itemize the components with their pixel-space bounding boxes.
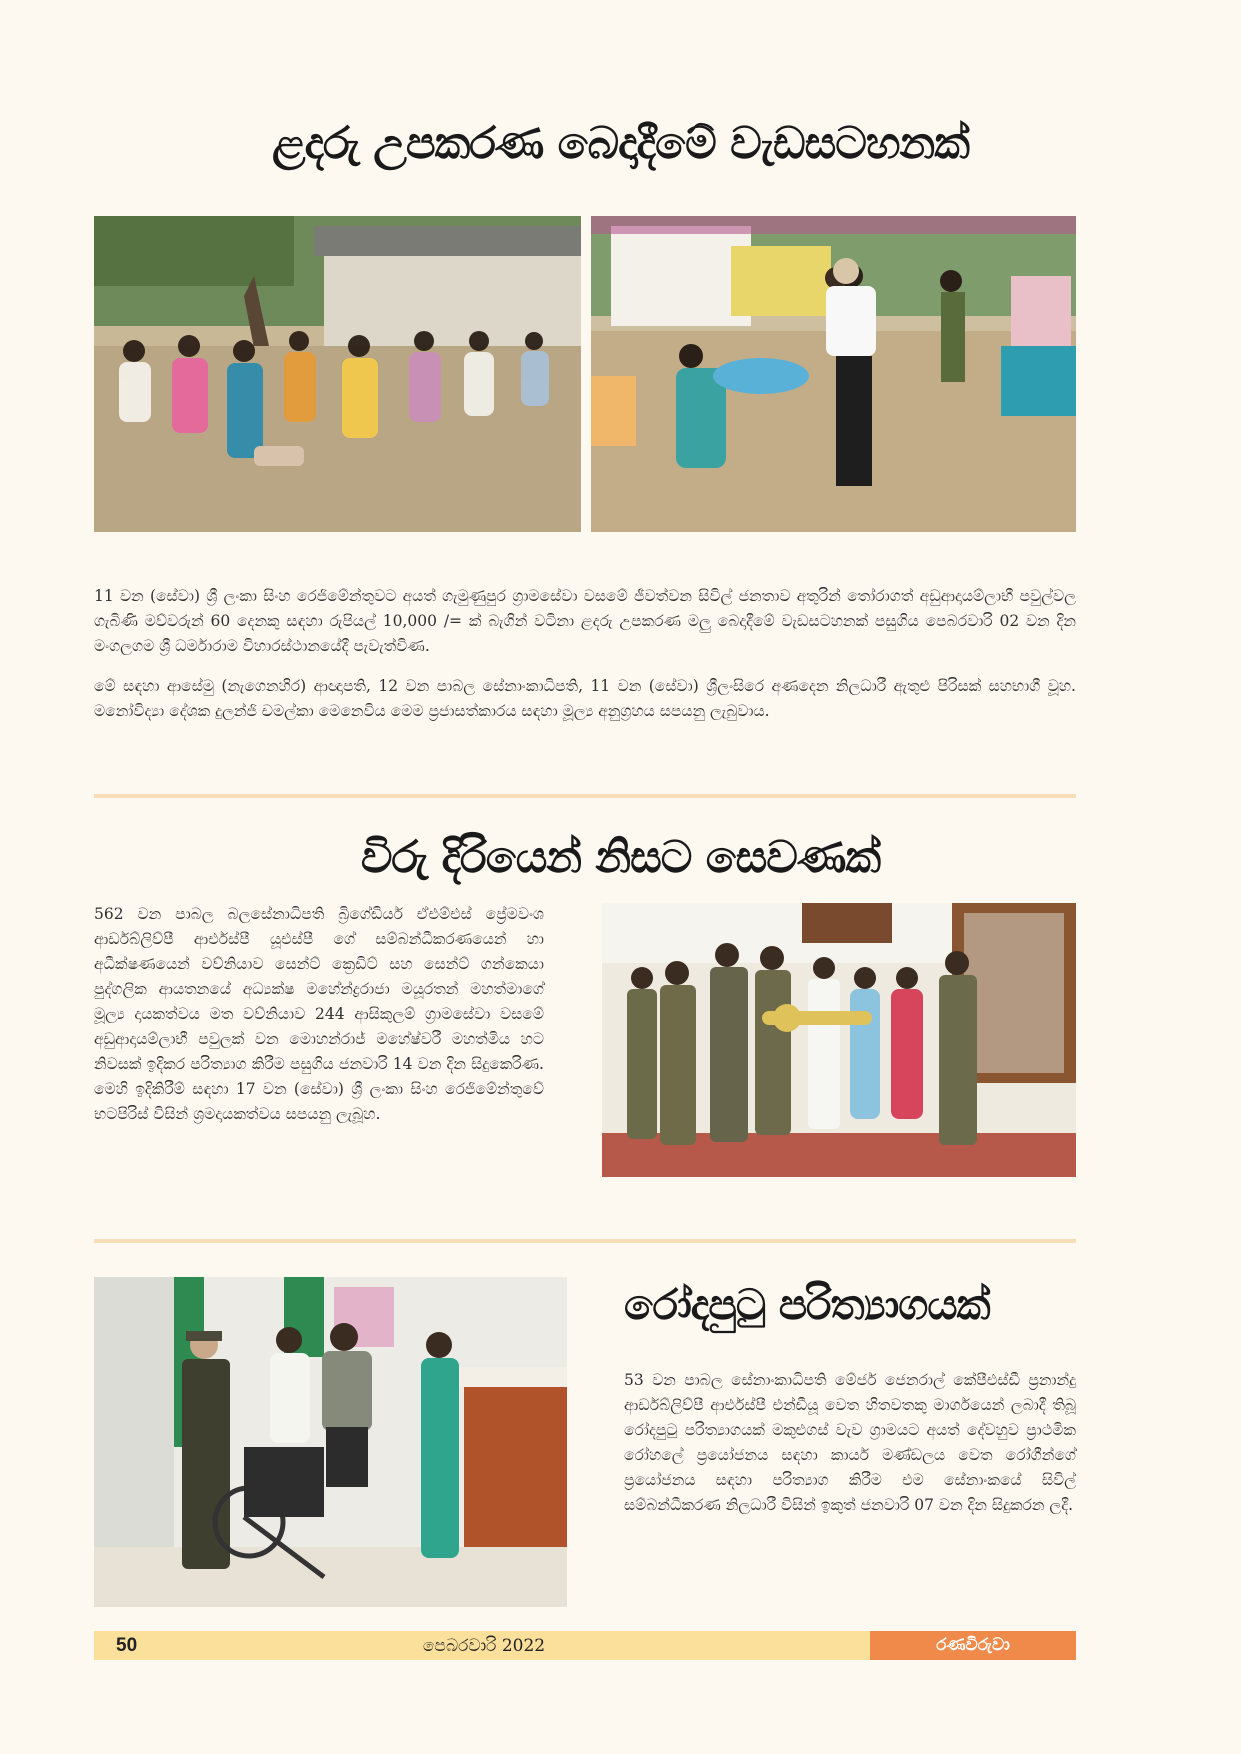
- section-divider: [94, 794, 1076, 798]
- page-footer: [94, 1631, 1076, 1660]
- article-1-paragraph-1: 11 වන (සේවා) ශ්‍රී ලංකා සිංහ රෙජිමේන්තුවට අයත් ගැමුණුපුර ග්‍රාමසේවා වසමේ ජීවත්වන සිවිල් ජනතාව අතුරින් තෝරාගත් අඩුආදායම්ලාභී පවුල්වල ගැබිණි මව්වරුන් 60 දෙනකු සඳහා රුපියල් 10,000 /= ක් බැගින් වටිනා ළදරු උපකරණ මලු බෙදාදීමේ වැඩසටහනක් පසුගිය පෙබරවාරි 02 වන දින මංගලගම ශ්‍රී ධර්මාරාම විහාරස්ථානයේදී පැවැත්විණ.: [94, 587, 1076, 655]
- photo-wheelchair-donation: [94, 1277, 567, 1607]
- photo-distribution: [591, 216, 1076, 532]
- page-number: 50: [116, 1635, 138, 1656]
- article-2-paragraph-1: 562 වන පාබල බලසේනාධිපති බ්‍රිගේඩියර් ඒඑම්එස් ප්‍රේමවංශ ආර්ඩබ්ලිව්පී ආර්එස්පී යූඑස්පී ගේ සම්බන්ධීකරණයෙන් හා අධීක්ෂණයෙන් වව්නියාව සෙන්ට් ක්‍රෙඩිට් සහ සෙන්ට් ගන්කෙයා පුද්ගලික ආයතනයේ අධ්‍යක්ෂ මහේන්ද්‍රරාජා මයූරතන් මහත්මාගේ මූල්‍ය දායකත්වය මත වව්නියාව 244 ආසිකුලම් ග්‍රාමසේවා වසමේ අඩුආදායම්ලාභී පවුලක් වන මොහන්රාජ් මහේෂ්වරී මහත්මිය හට නිවසක් ඉදිකර පරිත්‍යාග කිරීම පසුගිය ජනවාරි 14 වන දින සිදුකෙරිණ. මෙහි ඉදිකිරීම් සඳහා 17 වන (සේවා) ශ්‍රී ලංකා සිංහ රෙජිමේන්තුවේ භටපිරිස් විසින් ශ්‍රමදායකත්වය සපයනු ලැබූහ.: [94, 905, 544, 1123]
- article-1-title: ළදරු උපකරණ බෙදාදීමේ වැඩසටහනක්: [272, 118, 969, 169]
- section-divider: [94, 1239, 1076, 1243]
- photo-mothers-seated: [94, 216, 581, 532]
- article-2-title: විරු දිරියෙන් නිසට සෙවණක්: [360, 832, 881, 883]
- issue-date: පෙබරවාරි 2022: [422, 1636, 546, 1656]
- article-1-paragraph-2: මේ සඳහා ආසේමු (නැගෙනහිර) ආඥාපති, 12 වන පාබල සේනාංකාධිපති, 11 වන (සේවා) ශ්‍රීලංසිරෙ අණදෙන නිලධාරී ඇතුළු පිරිසක් සහභාගී වූහ. මනෝවිද්‍යා දේශක දුලන්ජි චමල්කා මෙනෙවිය මෙම ප්‍රජාසත්කාරය සඳහා මූල්‍ය අනුග්‍රහය සපයනු ලැබුවාය.: [94, 677, 1076, 720]
- photo-house-key-handover: [602, 903, 1076, 1177]
- article-3-title: රෝදපුටු පරිත්‍යාගයක්: [624, 1280, 990, 1329]
- magazine-brand: රණවිරුවා: [870, 1631, 1076, 1660]
- article-3-paragraph-1: 53 වන පාබල සේනාංකාධිපති මේජර් ජෙනරාල් කේපීඑස්ඩී ප්‍රනාන්දු ආර්ඩබ්ලිව්පී ආර්එස්පී එන්ඩීයූ වෙත හිතවතකු මාර්ගයෙන් ලබාදී තිබූ රෝදපුටු පරිත්‍යාගයක් මකුළුගස් වැව ග්‍රාමයට අයත් දේවහුව ප්‍රාථමික රෝහලේ ප්‍රයෝජනය සඳහා කාර්ය මණ්ඩලය වෙත රෝගීන්ගේ ප්‍රයෝජනය සඳහා පරිත්‍යාග කිරීම එම සේනාංකයේ සිවිල් සම්බන්ධීකරණ නිලධාරී විසින් ඉකුත් ජනවාරි 07 වන දින සිදුකරන ලදී.: [624, 1371, 1076, 1514]
